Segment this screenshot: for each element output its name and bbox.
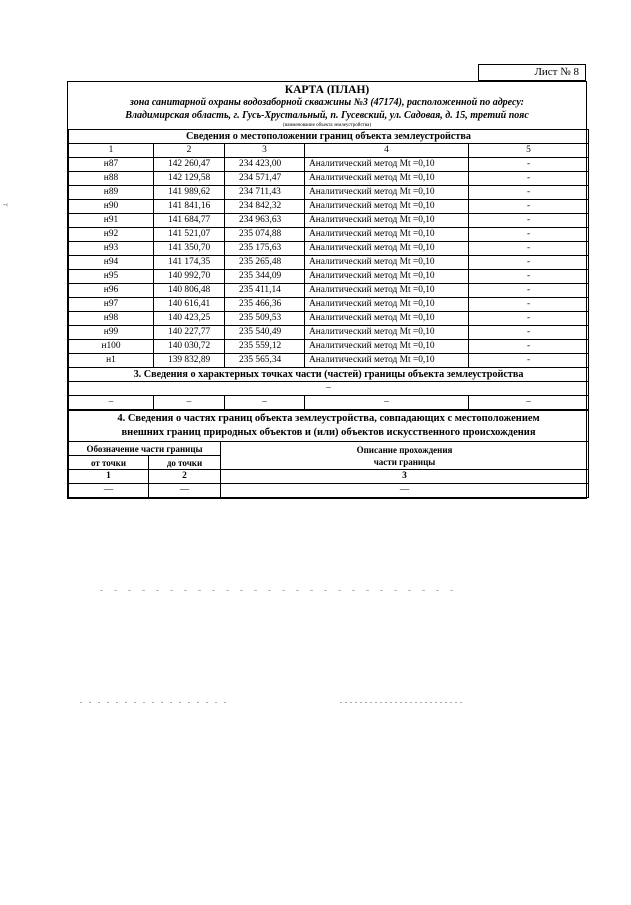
table-row	[69, 340, 589, 354]
scan-artifact: -‹	[3, 200, 9, 209]
column-number: 1	[69, 144, 154, 158]
y-coordinate-cell: 235 466,36	[225, 298, 305, 312]
column-number: 1	[69, 470, 149, 484]
x-coordinate-cell: 142 260,47	[154, 158, 225, 172]
x-coordinate-cell: 142 129,58	[154, 172, 225, 186]
section4-header-line-2: внешних границ природных объектов и (или) объектов искусственного происхождения	[121, 427, 536, 438]
x-coordinate-cell: 141 841,16	[154, 200, 225, 214]
note-cell: -	[469, 354, 589, 368]
note-cell: -	[469, 186, 589, 200]
point-cell: н90	[69, 200, 154, 214]
section3-dash-row	[69, 396, 589, 410]
note-cell: -	[469, 256, 589, 270]
point-cell: н87	[69, 158, 154, 172]
column-number: 3	[225, 144, 305, 158]
note-cell: -	[469, 200, 589, 214]
dash-cell: —	[149, 484, 221, 498]
y-coordinate-cell: 235 411,14	[225, 284, 305, 298]
y-coordinate-cell: 234 842,32	[225, 200, 305, 214]
dash-cell: –	[69, 396, 154, 410]
dash-cell: —	[221, 484, 589, 498]
method-cell: Аналитический метод Mt =0,10	[305, 298, 469, 312]
table-row	[69, 200, 589, 214]
column-number: 2	[154, 144, 225, 158]
table-row	[69, 354, 589, 368]
note-cell: -	[469, 270, 589, 284]
document-frame	[67, 81, 587, 499]
x-coordinate-cell: 141 174,35	[154, 256, 225, 270]
table-row	[69, 326, 589, 340]
x-coordinate-cell: 140 423,25	[154, 312, 225, 326]
object-caption: (наименование объекта землеустройства)	[282, 123, 372, 128]
x-coordinate-cell: 141 989,62	[154, 186, 225, 200]
table-row	[69, 284, 589, 298]
method-cell: Аналитический метод Mt =0,10	[305, 256, 469, 270]
section4-header-line-1: 4. Сведения о частях границ объекта землеустройства, совпадающих с местоположением	[117, 413, 540, 424]
method-cell: Аналитический метод Mt =0,10	[305, 284, 469, 298]
method-cell: Аналитический метод Mt =0,10	[305, 158, 469, 172]
point-cell: н92	[69, 228, 154, 242]
x-coordinate-cell: 141 521,07	[154, 228, 225, 242]
x-coordinate-cell: 141 684,77	[154, 214, 225, 228]
note-cell: -	[469, 158, 589, 172]
scan-artifact	[100, 590, 460, 591]
table-row	[69, 270, 589, 284]
y-coordinate-cell: 235 265,48	[225, 256, 305, 270]
section3-header: 3. Сведения о характерных точках части (частей) границы объекта землеустройства	[69, 368, 589, 382]
column-number: 5	[469, 144, 589, 158]
boundary-table	[68, 129, 589, 410]
table-row	[69, 312, 589, 326]
note-cell: -	[469, 172, 589, 186]
y-coordinate-cell: 234 963,63	[225, 214, 305, 228]
dash-cell: —	[69, 484, 149, 498]
y-coordinate-cell: 234 571,47	[225, 172, 305, 186]
note-cell: -	[469, 284, 589, 298]
note-cell: -	[469, 298, 589, 312]
section4-header	[69, 411, 589, 442]
method-cell: Аналитический метод Mt =0,10	[305, 354, 469, 368]
y-coordinate-cell: 234 423,00	[225, 158, 305, 172]
subtitle-line-2: Владимирская область, г. Гусь-Хрустальный, п. Гусевский, ул. Садовая, д. 15, третий пояс	[125, 109, 529, 121]
method-cell: Аналитический метод Mt =0,10	[305, 242, 469, 256]
method-cell: Аналитический метод Mt =0,10	[305, 214, 469, 228]
table-row	[69, 242, 589, 256]
col-desc-line-1: Описание прохождения	[356, 444, 453, 455]
point-cell: н96	[69, 284, 154, 298]
note-cell: -	[469, 340, 589, 354]
column-number: 3	[221, 470, 589, 484]
x-coordinate-cell: 140 992,70	[154, 270, 225, 284]
subtitle-line-1: зона санитарной охраны водозаборной скважины №3 (47174), расположенной по адресу:	[130, 97, 524, 108]
dash-cell: –	[154, 396, 225, 410]
y-coordinate-cell: 235 074,88	[225, 228, 305, 242]
method-cell: Аналитический метод Mt =0,10	[305, 326, 469, 340]
method-cell: Аналитический метод Mt =0,10	[305, 172, 469, 186]
table-row	[69, 298, 589, 312]
dash-cell: –	[469, 396, 589, 410]
table-row	[69, 186, 589, 200]
scan-artifact	[80, 702, 230, 703]
note-cell: -	[469, 214, 589, 228]
col-to-header: до точки	[149, 456, 221, 470]
method-cell: Аналитический метод Mt =0,10	[305, 312, 469, 326]
point-cell: н93	[69, 242, 154, 256]
x-coordinate-cell: 140 616,41	[154, 298, 225, 312]
method-cell: Аналитический метод Mt =0,10	[305, 200, 469, 214]
table-row	[69, 214, 589, 228]
y-coordinate-cell: 235 565,34	[225, 354, 305, 368]
y-coordinate-cell: 235 540,49	[225, 326, 305, 340]
coordinate-rows	[69, 158, 589, 368]
y-coordinate-cell: 235 175,63	[225, 242, 305, 256]
note-cell: -	[469, 242, 589, 256]
point-cell: н98	[69, 312, 154, 326]
point-cell: н97	[69, 298, 154, 312]
col-desc-line-2: части границы	[373, 456, 436, 467]
sheet-label: Лист № 8	[534, 66, 579, 78]
x-coordinate-cell: 139 832,89	[154, 354, 225, 368]
point-cell: н88	[69, 172, 154, 186]
section-header: Сведения о местоположении границ объекта землеустройства	[69, 130, 589, 144]
point-cell: н94	[69, 256, 154, 270]
y-coordinate-cell: 235 344,09	[225, 270, 305, 284]
document-title: КАРТА (ПЛАН)	[284, 84, 370, 96]
table-row	[69, 228, 589, 242]
note-cell: -	[469, 326, 589, 340]
column-number: 2	[149, 470, 221, 484]
y-coordinate-cell: 234 711,43	[225, 186, 305, 200]
y-coordinate-cell: 235 559,12	[225, 340, 305, 354]
y-coordinate-cell: 235 509,53	[225, 312, 305, 326]
method-cell: Аналитический метод Mt =0,10	[305, 270, 469, 284]
point-cell: н100	[69, 340, 154, 354]
table-row	[69, 158, 589, 172]
table-row	[69, 256, 589, 270]
sheet-number-box	[478, 64, 586, 81]
x-coordinate-cell: 141 350,70	[154, 242, 225, 256]
method-cell: Аналитический метод Mt =0,10	[305, 186, 469, 200]
x-coordinate-cell: 140 030,72	[154, 340, 225, 354]
point-cell: н91	[69, 214, 154, 228]
x-coordinate-cell: 140 227,77	[154, 326, 225, 340]
point-cell: н1	[69, 354, 154, 368]
col-from-header: от точки	[69, 456, 149, 470]
note-cell: -	[469, 228, 589, 242]
column-number: 4	[305, 144, 469, 158]
col-group-header: Обозначение части границы	[69, 442, 221, 456]
point-cell: н99	[69, 326, 154, 340]
col-desc-header	[221, 442, 589, 470]
x-coordinate-cell: 140 806,48	[154, 284, 225, 298]
column-number-row	[69, 144, 589, 158]
section4-number-row	[69, 470, 589, 484]
section3-empty-dash: –	[69, 382, 589, 396]
point-cell: н95	[69, 270, 154, 284]
section4-table	[68, 410, 589, 498]
note-cell: -	[469, 312, 589, 326]
table-row	[69, 172, 589, 186]
method-cell: Аналитический метод Mt =0,10	[305, 228, 469, 242]
method-cell: Аналитический метод Mt =0,10	[305, 340, 469, 354]
dash-cell: –	[225, 396, 305, 410]
scan-artifact	[340, 702, 465, 703]
section4-dash-row	[69, 484, 589, 498]
point-cell: н89	[69, 186, 154, 200]
dash-cell: –	[305, 396, 469, 410]
